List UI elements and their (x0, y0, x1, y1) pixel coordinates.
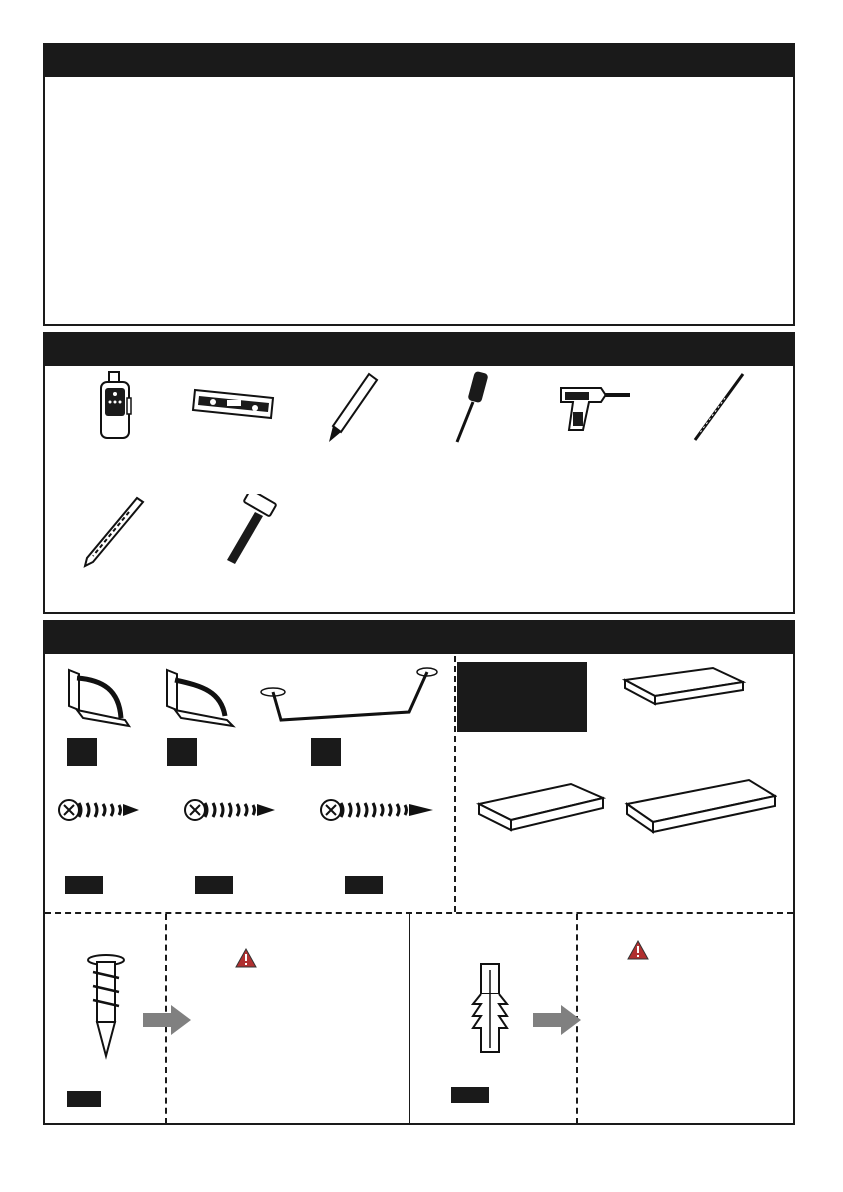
hardware-label-a (67, 738, 97, 766)
bracket-b-icon (163, 666, 237, 736)
plastic-anchor-icon (467, 960, 513, 1058)
pencil-icon (325, 372, 385, 444)
parts-title (45, 622, 793, 654)
screw-label-long (345, 876, 383, 894)
hardware-label-c (311, 738, 341, 766)
anchor-group-divider (409, 914, 410, 1124)
shelf-label-panel (457, 662, 587, 732)
screwdriver-icon (445, 370, 501, 446)
shelf-small-icon (621, 664, 747, 714)
shelf-large-icon (623, 778, 777, 842)
bracket-a-icon (63, 666, 133, 736)
warning-icon (627, 940, 649, 960)
arrow-right-icon (531, 1004, 583, 1036)
hammer-icon (221, 494, 281, 568)
parts-divider (454, 656, 456, 912)
tools-section (43, 332, 795, 614)
power-drill-icon (557, 378, 633, 434)
drill-bit-large-icon (81, 496, 147, 570)
arrow-right-icon (141, 1004, 193, 1036)
anchors-divider (45, 912, 793, 914)
drywall-anchor-icon (85, 952, 127, 1060)
stud-finder-icon (95, 370, 135, 442)
screw-medium-icon (181, 792, 277, 828)
screw-label-medium (195, 876, 233, 894)
screw-short-icon (55, 792, 141, 828)
spirit-level-icon (191, 386, 277, 422)
drywall-anchor-label (67, 1091, 101, 1107)
intro-section (43, 43, 795, 326)
shelf-medium-icon (475, 780, 609, 842)
parts-section (43, 620, 795, 1125)
warning-icon (235, 948, 257, 968)
hardware-label-b (167, 738, 197, 766)
screw-long-icon (317, 792, 435, 828)
drill-bit-small-icon (689, 372, 749, 444)
rail-c-icon (259, 666, 443, 726)
tools-title (45, 334, 793, 366)
plastic-anchor-label (451, 1087, 489, 1103)
intro-title (45, 45, 793, 77)
screw-label-short (65, 876, 103, 894)
